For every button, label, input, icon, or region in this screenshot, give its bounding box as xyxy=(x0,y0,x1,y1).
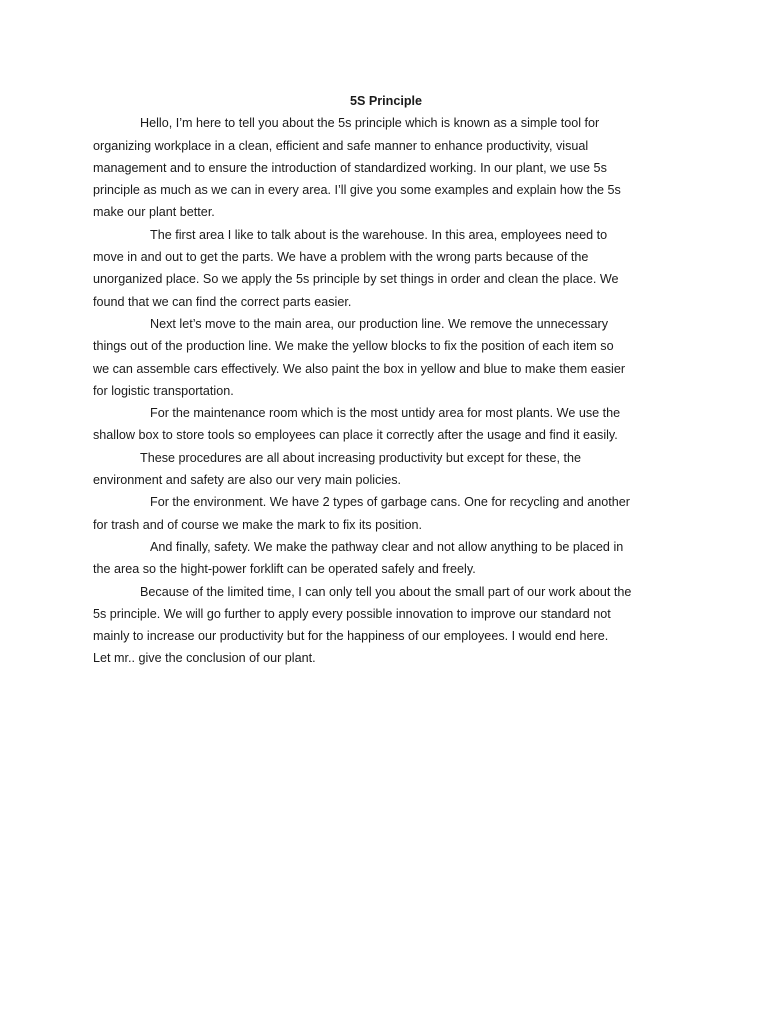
text-line: make our plant better. xyxy=(93,205,215,220)
text-line: environment and safety are also our very main policies. xyxy=(93,473,401,488)
document-body xyxy=(93,90,675,670)
text-line: Next let’s move to the main area, our production line. We remove the unnecessary xyxy=(150,316,609,331)
paragraph-warehouse xyxy=(93,224,675,313)
text-line: for trash and of course we make the mark to fix its position. xyxy=(93,517,422,532)
paragraph-environment xyxy=(93,491,675,536)
document-title: 5S Principle xyxy=(349,94,423,108)
paragraph-conclusion xyxy=(93,581,675,670)
paragraph-policies xyxy=(93,447,675,492)
text-line: For the maintenance room which is the most untidy area for most plants. We use the xyxy=(150,406,621,421)
paragraph-intro xyxy=(93,112,675,223)
text-line: things out of the production line. We make the yellow blocks to fix the position of each item so xyxy=(93,339,614,354)
text-line: Let mr.. give the conclusion of our plant. xyxy=(93,651,316,666)
text-line: The first area I like to talk about is the warehouse. In this area, employees need to xyxy=(150,227,608,242)
text-line: unorganized place. So we apply the 5s principle by set things in order and clean the place. We xyxy=(93,272,619,287)
text-line: move in and out to get the parts. We have a problem with the wrong parts because of the xyxy=(93,250,589,265)
text-line: shallow box to store tools so employees can place it correctly after the usage and find it easily. xyxy=(93,428,618,443)
text-line: principle as much as we can in every area. I’ll give you some examples and explain how the 5s xyxy=(93,183,621,198)
paragraph-production-line xyxy=(93,313,675,402)
text-line: organizing workplace in a clean, efficient and safe manner to enhance productivity, visual xyxy=(93,138,589,153)
text-line: for logistic transportation. xyxy=(93,383,234,398)
text-line: the area so the hight-power forklift can be operated safely and freely. xyxy=(93,562,476,577)
text-line: mainly to increase our productivity but for the happiness of our employees. I would end here. xyxy=(93,629,609,644)
text-line: found that we can find the correct parts easier. xyxy=(93,294,352,309)
text-line: These procedures are all about increasing productivity but except for these, the xyxy=(140,450,582,465)
text-line: 5s principle. We will go further to apply every possible innovation to improve our standard not xyxy=(93,606,611,621)
text-line: For the environment. We have 2 types of garbage cans. One for recycling and another xyxy=(150,495,631,510)
text-line: And finally, safety. We make the pathway clear and not allow anything to be placed in xyxy=(150,539,624,554)
text-line: management and to ensure the introduction of standardized working. In our plant, we use 5s xyxy=(93,160,607,175)
text-line: we can assemble cars effectively. We also paint the box in yellow and blue to make them easier xyxy=(93,361,626,376)
text-line: Because of the limited time, I can only tell you about the small part of our work about the xyxy=(140,584,632,599)
text-line: Hello, I’m here to tell you about the 5s principle which is known as a simple tool for xyxy=(140,116,600,131)
paragraph-maintenance xyxy=(93,402,675,447)
paragraph-safety xyxy=(93,536,675,581)
